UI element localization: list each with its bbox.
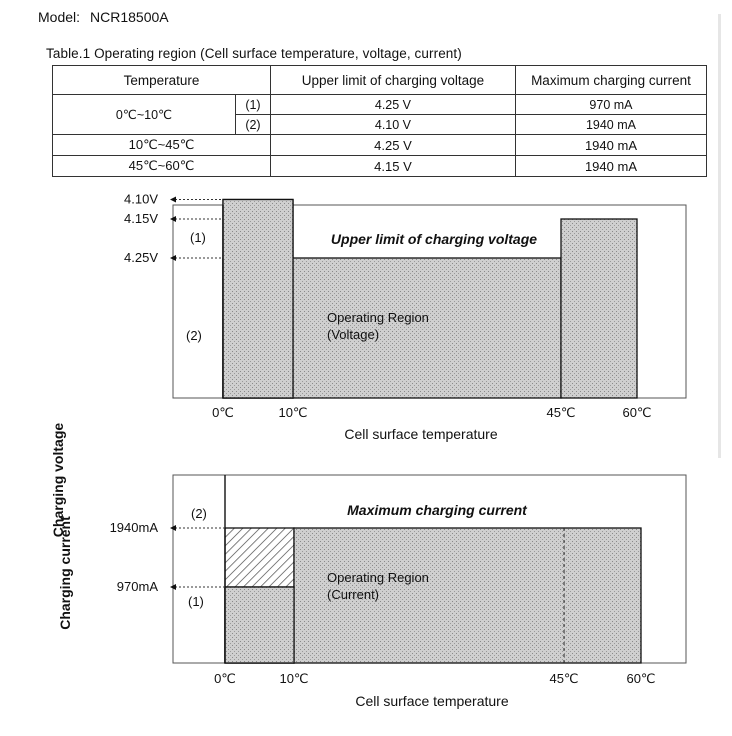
x-tick-label: 10℃ bbox=[279, 671, 309, 686]
model-label: Model: bbox=[38, 9, 81, 25]
y-tick-label: 4.15V bbox=[124, 211, 158, 226]
voltage-cell: 4.10 V bbox=[270, 115, 515, 135]
voltage-cell: 4.15 V bbox=[270, 156, 515, 177]
header-current: Maximum charging current bbox=[515, 66, 706, 95]
current-chart bbox=[0, 465, 732, 735]
y-leader-arrow bbox=[170, 197, 176, 203]
chart-title: Upper limit of charging voltage bbox=[330, 231, 538, 247]
table-row bbox=[53, 135, 707, 156]
y-axis-label: Charging current bbox=[57, 516, 73, 630]
temp-cell: 0℃~10℃ bbox=[53, 95, 236, 135]
region-label-line2: (Voltage) bbox=[327, 327, 380, 342]
temp-cell: 45℃~60℃ bbox=[53, 156, 271, 177]
x-tick-label: 60℃ bbox=[622, 405, 652, 420]
region-bar-lower bbox=[225, 587, 294, 663]
x-tick-label: 60℃ bbox=[626, 671, 656, 686]
table-caption: Table.1 Operating region (Cell surface temperature, voltage, current) bbox=[46, 46, 462, 61]
region-label-line1: Operating Region bbox=[327, 310, 429, 325]
header-voltage: Upper limit of charging voltage bbox=[270, 66, 515, 95]
current-cell: 970 mA bbox=[515, 95, 706, 115]
region-label-line1: Operating Region bbox=[327, 570, 429, 585]
y-tick-label: 4.25V bbox=[124, 250, 158, 265]
y-tick-label: 1940mA bbox=[109, 520, 158, 535]
region-bar bbox=[561, 219, 637, 398]
x-tick-label: 45℃ bbox=[546, 405, 576, 420]
note-upper: (1) bbox=[190, 230, 206, 245]
table-row bbox=[53, 95, 707, 115]
note-cell: (1) bbox=[235, 95, 270, 115]
current-cell: 1940 mA bbox=[515, 115, 706, 135]
model-line bbox=[38, 9, 169, 25]
model-value: NCR18500A bbox=[90, 9, 169, 25]
x-tick-label: 0℃ bbox=[212, 405, 234, 420]
header-temperature: Temperature bbox=[53, 66, 271, 95]
operating-region-table bbox=[52, 65, 707, 177]
voltage-cell: 4.25 V bbox=[270, 135, 515, 156]
x-tick-label: 45℃ bbox=[549, 671, 579, 686]
x-axis-label: Cell surface temperature bbox=[355, 693, 509, 709]
note-cell: (2) bbox=[235, 115, 270, 135]
x-tick-label: 0℃ bbox=[214, 671, 236, 686]
note-lower: (1) bbox=[188, 594, 204, 609]
note-upper: (2) bbox=[191, 506, 207, 521]
y-axis-label: Charging voltage bbox=[50, 422, 66, 538]
current-cell: 1940 mA bbox=[515, 135, 706, 156]
chart-title: Maximum charging current bbox=[347, 502, 527, 518]
region-label-line2: (Current) bbox=[327, 587, 380, 602]
temp-cell: 10℃~45℃ bbox=[53, 135, 271, 156]
table-row bbox=[53, 156, 707, 177]
y-tick-label: 970mA bbox=[116, 579, 158, 594]
y-tick-label: 4.10V bbox=[124, 191, 158, 207]
note-lower: (2) bbox=[186, 328, 202, 343]
table-header-row bbox=[53, 66, 707, 95]
x-tick-label: 10℃ bbox=[278, 405, 308, 420]
voltage-cell: 4.25 V bbox=[270, 95, 515, 115]
x-axis-label: Cell surface temperature bbox=[344, 426, 498, 442]
current-cell: 1940 mA bbox=[515, 156, 706, 177]
region-bar-lower bbox=[223, 200, 293, 399]
